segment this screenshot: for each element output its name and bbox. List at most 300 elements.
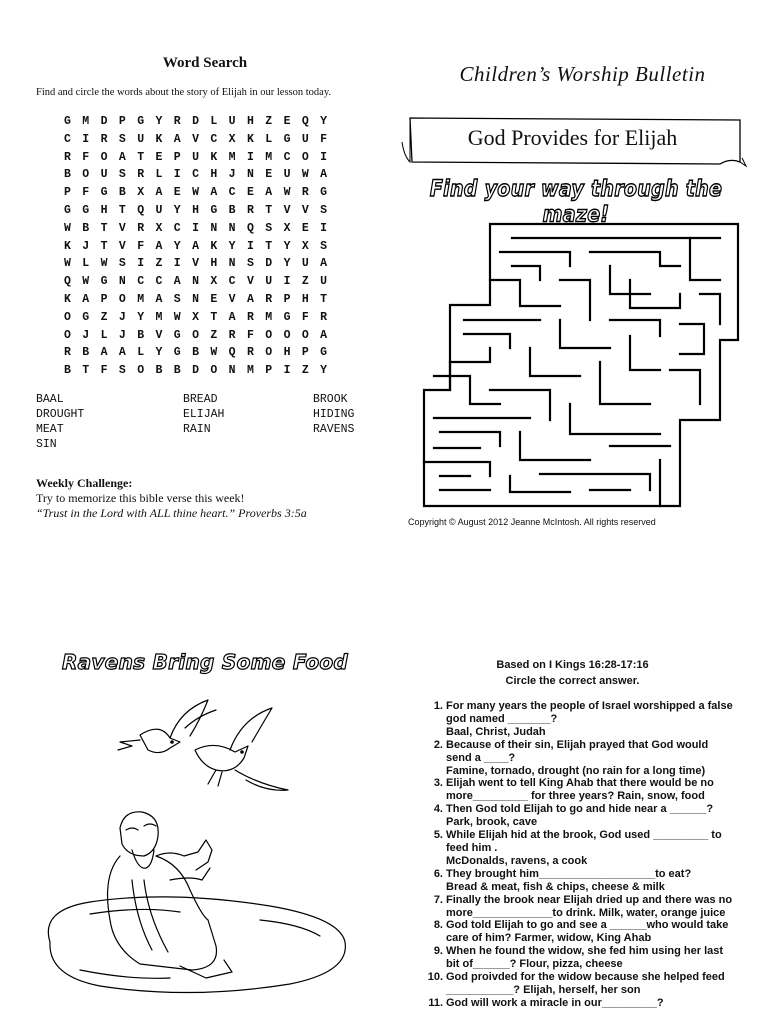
grid-letter: Y [228, 239, 236, 253]
grid-letter: E [283, 115, 291, 128]
grid-letter: G [64, 203, 71, 217]
grid-letter: G [210, 203, 218, 217]
grid-letter: Q [246, 221, 254, 235]
grid-letter: T [100, 239, 108, 253]
word-list-item: RAVENS [313, 423, 355, 436]
bulletin-title: Children’s Worship Bulletin [459, 62, 706, 86]
question-text [446, 945, 755, 971]
quiz-question [420, 739, 755, 778]
grid-letter: R [246, 310, 254, 324]
grid-letter: G [283, 310, 291, 324]
challenge-verse: “Trust in the Lord with ALL thine heart.” Proverbs 3:5a [36, 506, 307, 520]
grid-letter: V [192, 257, 199, 271]
grid-letter: F [82, 186, 90, 200]
word-list-item: MEAT [36, 423, 64, 436]
grid-letter: A [155, 186, 163, 200]
grid-letter: R [64, 150, 71, 164]
grid-letter: B [118, 186, 126, 200]
grid-letter: Q [137, 203, 145, 217]
grid-letter: V [301, 203, 309, 217]
copyright-notice: Copyright © August 2012 Jeanne McIntosh. All rights reserved [408, 517, 656, 527]
grid-letter: I [82, 132, 90, 146]
grid-letter: Y [283, 257, 291, 271]
grid-letter: N [246, 168, 254, 182]
grid-letter: H [246, 115, 254, 128]
grid-letter: P [64, 186, 71, 200]
grid-letter: A [192, 239, 199, 253]
grid-letter: R [320, 310, 328, 324]
grid-letter: R [100, 132, 108, 146]
grid-letter: O [210, 364, 218, 378]
maze-heading: Find your way through the maze! [429, 176, 723, 228]
quiz-instructions: Circle the correct answer. [505, 675, 640, 687]
grid-letter: V [192, 132, 199, 146]
question-number: 7. [433, 893, 443, 906]
grid-letter: O [192, 328, 199, 342]
grid-letter: J [118, 310, 126, 324]
grid-letter: A [210, 186, 218, 200]
quiz-question [420, 971, 755, 997]
grid-letter: A [155, 239, 163, 253]
grid-letter: V [118, 221, 126, 235]
grid-row [64, 362, 338, 380]
grid-letter: W [283, 186, 291, 200]
grid-letter: U [192, 150, 199, 164]
grid-letter: T [100, 221, 108, 235]
maze [420, 220, 742, 512]
grid-letter: W [82, 275, 90, 289]
grid-letter: I [246, 150, 254, 164]
grid-letter: X [283, 221, 291, 235]
quiz-question [420, 868, 755, 894]
grid-letter: W [192, 186, 199, 200]
grid-letter: V [118, 239, 126, 253]
quiz-question [420, 829, 755, 868]
grid-letter: N [228, 257, 236, 271]
grid-letter: M [265, 310, 273, 324]
grid-letter: D [192, 364, 199, 378]
grid-letter: K [64, 239, 71, 253]
grid-letter: L [210, 115, 218, 128]
question-number: 9. [433, 945, 443, 958]
grid-letter: E [301, 221, 309, 235]
grid-letter: N [192, 292, 199, 306]
grid-letter: E [155, 150, 163, 164]
grid-letter: D [192, 115, 199, 128]
grid-letter: G [100, 186, 108, 200]
grid-letter: O [265, 328, 273, 342]
grid-letter: T [320, 292, 328, 306]
grid-letter: O [137, 364, 145, 378]
grid-letter: U [301, 132, 309, 146]
grid-letter: W [64, 221, 71, 235]
grid-letter: A [155, 292, 163, 306]
grid-letter: F [246, 328, 254, 342]
quiz-question [420, 997, 755, 1010]
grid-letter: S [265, 221, 273, 235]
grid-letter: G [173, 328, 181, 342]
grid-letter: B [192, 346, 199, 360]
grid-letter: L [100, 328, 108, 342]
grid-letter: Z [210, 328, 218, 342]
word-search-grid [64, 113, 338, 380]
grid-letter: W [100, 257, 108, 271]
ravens-heading: Ravens Bring Some Food [61, 650, 349, 674]
grid-letter: C [64, 132, 71, 146]
weekly-challenge [36, 476, 307, 521]
grid-letter: E [173, 186, 181, 200]
grid-letter: R [137, 221, 145, 235]
banner-title: God Provides for Elijah [467, 125, 678, 150]
grid-row [64, 255, 338, 273]
word-list-item: BREAD [183, 393, 218, 406]
word-list-item: BAAL [36, 393, 64, 406]
grid-letter: P [265, 364, 273, 378]
grid-letter: I [320, 221, 328, 235]
grid-letter: C [283, 150, 291, 164]
grid-letter: E [246, 186, 254, 200]
grid-letter: O [301, 328, 309, 342]
grid-letter: I [192, 221, 199, 235]
grid-letter: G [100, 275, 108, 289]
question-line: god named _______? [446, 712, 558, 725]
grid-letter: F [301, 310, 309, 324]
grid-row [64, 166, 338, 184]
grid-letter: O [64, 310, 71, 324]
question-line: Bread & meat, fish & chips, cheese & milk [446, 880, 665, 893]
grid-letter: Z [155, 257, 163, 271]
grid-letter: R [64, 346, 71, 360]
question-line: God proivded for the widow because she helped feed [446, 971, 725, 984]
question-number: 2. [433, 738, 443, 751]
grid-letter: H [192, 203, 199, 217]
grid-letter: U [137, 132, 145, 146]
grid-letter: G [320, 346, 328, 360]
grid-letter: O [118, 292, 126, 306]
grid-letter: E [265, 168, 273, 182]
grid-letter: M [228, 150, 236, 164]
grid-letter: A [228, 310, 236, 324]
question-line: Because of their sin, Elijah prayed that God would [446, 738, 709, 751]
grid-letter: G [64, 115, 71, 128]
grid-letter: S [118, 168, 126, 182]
grid-letter: J [228, 168, 236, 182]
grid-letter: K [210, 239, 218, 253]
grid-letter: G [283, 132, 291, 146]
grid-row [64, 131, 338, 149]
grid-letter: Y [137, 310, 145, 324]
grid-letter: V [155, 328, 163, 342]
grid-letter: R [246, 346, 254, 360]
grid-letter: U [228, 115, 236, 128]
word-list [36, 392, 376, 452]
challenge-text: Try to memorize this bible verse this week! [36, 491, 245, 505]
grid-letter: Y [283, 239, 291, 253]
raven-left-icon [118, 700, 216, 753]
grid-letter: S [320, 239, 328, 253]
grid-letter: O [283, 328, 291, 342]
grid-letter: T [118, 203, 126, 217]
grid-letter: B [82, 346, 90, 360]
grid-letter: G [82, 203, 90, 217]
question-line: God will work a miracle in our_________? [446, 996, 664, 1009]
grid-letter: L [265, 132, 273, 146]
grid-letter: Z [301, 364, 309, 378]
grid-letter: F [320, 132, 328, 146]
grid-letter: J [118, 328, 126, 342]
grid-letter: K [246, 132, 254, 146]
question-line: They brought him___________________to eat? [446, 867, 692, 880]
grid-letter: Y [173, 239, 181, 253]
challenge-heading: Weekly Challenge: [36, 476, 133, 490]
grid-letter: T [82, 364, 90, 378]
grid-row [64, 149, 338, 167]
grid-letter: G [173, 346, 181, 360]
quiz-list [420, 700, 755, 1010]
grid-letter: D [265, 257, 273, 271]
question-text [446, 829, 755, 868]
grid-letter: Z [301, 275, 309, 289]
grid-letter: H [210, 168, 218, 182]
grid-letter: G [82, 310, 90, 324]
grid-letter: Y [173, 203, 181, 217]
question-line: Finally the brook near Elijah dried up and there was no [446, 893, 733, 906]
grid-letter: Q [64, 275, 71, 289]
question-text [446, 777, 755, 803]
grid-letter: O [64, 328, 71, 342]
question-number: 4. [433, 803, 443, 816]
grid-row [64, 238, 338, 256]
grid-letter: X [192, 310, 199, 324]
grid-row [64, 184, 338, 202]
question-line: McDonalds, ravens, a cook [446, 854, 588, 867]
grid-letter: I [320, 150, 328, 164]
grid-letter: W [64, 257, 71, 271]
grid-letter: M [137, 292, 145, 306]
question-number: 6. [433, 867, 443, 880]
grid-letter: P [173, 150, 181, 164]
grid-letter: N [228, 364, 236, 378]
grid-row [64, 220, 338, 238]
word-search-instructions: Find and circle the words about the story of Elijah in our lesson today. [36, 87, 332, 98]
word-list-item: HIDING [313, 408, 355, 421]
question-line: more_________ for three years? Rain, snow, food [446, 790, 705, 803]
question-number: 3. [433, 777, 443, 790]
question-line: Park, brook, cave [446, 816, 538, 829]
question-text [446, 700, 755, 739]
grid-letter: B [155, 364, 163, 378]
quiz-question [420, 945, 755, 971]
grid-letter: I [173, 168, 181, 182]
grid-letter: W [210, 346, 218, 360]
grid-letter: C [155, 275, 163, 289]
grid-letter: M [246, 364, 254, 378]
grid-letter: R [228, 328, 236, 342]
grid-letter: G [320, 186, 328, 200]
grid-letter: K [64, 292, 71, 306]
grid-letter: A [320, 168, 328, 182]
grid-letter: I [283, 275, 291, 289]
grid-letter: U [320, 275, 328, 289]
grid-letter: H [210, 257, 218, 271]
grid-letter: M [265, 150, 273, 164]
grid-row [64, 344, 338, 362]
grid-letter: S [118, 364, 126, 378]
question-line: When he found the widow, she fed him using her last [446, 945, 724, 958]
grid-letter: R [265, 292, 273, 306]
grid-letter: J [82, 328, 90, 342]
question-text [446, 971, 755, 997]
grid-letter: X [155, 221, 163, 235]
grid-letter: A [100, 346, 108, 360]
question-text [446, 894, 755, 920]
grid-letter: G [137, 115, 145, 128]
grid-letter: U [265, 275, 273, 289]
grid-letter: F [100, 364, 108, 378]
elijah-ravens-illustration [20, 680, 380, 1015]
grid-letter: Y [320, 364, 328, 378]
grid-letter: A [320, 328, 328, 342]
question-text [446, 919, 755, 945]
grid-letter: A [246, 292, 254, 306]
grid-row [64, 327, 338, 345]
grid-letter: T [265, 203, 273, 217]
question-line: bit of______? Flour, pizza, cheese [446, 958, 623, 971]
grid-letter: S [118, 257, 126, 271]
grid-letter: N [228, 221, 236, 235]
question-number: 11. [428, 996, 443, 1009]
grid-letter: E [210, 292, 218, 306]
grid-letter: V [228, 292, 236, 306]
question-number: 1. [433, 700, 443, 712]
grid-letter: X [137, 186, 145, 200]
grid-row [64, 273, 338, 291]
grid-letter: N [210, 221, 218, 235]
grid-letter: R [301, 186, 309, 200]
grid-letter: V [246, 275, 254, 289]
grid-letter: O [100, 150, 108, 164]
grid-letter: H [283, 346, 291, 360]
question-line: While Elijah hid at the brook, God used _________ to [446, 829, 722, 842]
grid-row [64, 113, 338, 131]
grid-letter: O [265, 346, 273, 360]
grid-letter: B [64, 168, 71, 182]
grid-letter: W [173, 310, 181, 324]
grid-letter: L [82, 257, 90, 271]
grid-row [64, 202, 338, 220]
grid-row [64, 291, 338, 309]
grid-letter: C [173, 221, 181, 235]
grid-letter: Z [265, 115, 273, 128]
grid-letter: C [228, 186, 236, 200]
grid-letter: X [301, 239, 309, 253]
grid-letter: M [82, 115, 90, 128]
elijah-figure-icon [108, 812, 232, 978]
grid-letter: Q [301, 115, 309, 128]
grid-letter: L [137, 346, 145, 360]
question-text [446, 803, 755, 829]
grid-letter: B [82, 221, 90, 235]
grid-letter: C [210, 132, 218, 146]
question-text [446, 868, 755, 894]
grid-letter: C [228, 275, 236, 289]
grid-letter: O [82, 168, 90, 182]
question-text [446, 997, 755, 1010]
quiz-question [420, 894, 755, 920]
grid-letter: U [301, 257, 309, 271]
quiz-question [420, 700, 755, 739]
question-line: Then God told Elijah to go and hide near a ______? [446, 803, 714, 816]
grid-letter: I [173, 257, 181, 271]
grid-letter: A [173, 275, 181, 289]
word-list-item: SIN [36, 438, 57, 451]
grid-letter: C [137, 275, 145, 289]
grid-letter: U [100, 168, 108, 182]
question-text [446, 739, 755, 778]
grid-letter: A [118, 346, 126, 360]
grid-letter: Y [155, 115, 163, 128]
grid-letter: I [246, 239, 254, 253]
grid-letter: A [320, 257, 328, 271]
grid-letter: I [137, 257, 145, 271]
question-line: feed him . [446, 841, 498, 854]
grid-row [64, 309, 338, 327]
question-line: For many years the people of Israel worshipped a false [446, 700, 733, 712]
grid-letter: K [155, 132, 163, 146]
question-line: send a ____? [446, 751, 516, 764]
grid-letter: A [173, 132, 181, 146]
grid-letter: S [320, 203, 328, 217]
grid-letter: R [246, 203, 254, 217]
word-list-item: RAIN [183, 423, 211, 436]
word-list-item: DROUGHT [36, 408, 85, 421]
word-search-title: Word Search [162, 55, 248, 71]
question-line: more_____________to drink. Milk, water, orange juice [446, 906, 726, 919]
raven-right-icon [195, 708, 288, 790]
grid-letter: K [210, 150, 218, 164]
grid-letter: U [283, 168, 291, 182]
grid-letter: L [155, 168, 163, 182]
question-number: 10. [427, 971, 443, 984]
grid-letter: I [283, 364, 291, 378]
grid-letter: W [301, 168, 309, 182]
word-list-item: BROOK [313, 393, 348, 406]
grid-letter: M [155, 310, 163, 324]
grid-letter: P [100, 292, 108, 306]
grid-letter: S [118, 132, 126, 146]
question-number: 8. [433, 919, 443, 932]
quiz-question [420, 777, 755, 803]
grid-letter: V [283, 203, 291, 217]
grid-letter: B [173, 364, 181, 378]
word-list-item: ELIJAH [183, 408, 225, 421]
grid-letter: S [173, 292, 181, 306]
question-line: God told Elijah to go and see a ______who would take [446, 919, 729, 932]
grid-letter: O [301, 150, 309, 164]
grid-letter: P [283, 292, 291, 306]
grid-letter: R [173, 115, 181, 128]
grid-letter: F [82, 150, 90, 164]
grid-letter: B [228, 203, 236, 217]
quiz-reference: Based on I Kings 16:28-17:16 [496, 659, 649, 671]
grid-letter: X [228, 132, 236, 146]
grid-letter: Y [155, 346, 163, 360]
grid-letter: B [137, 328, 145, 342]
grid-letter: A [265, 186, 273, 200]
grid-letter: N [192, 275, 199, 289]
question-line: Baal, Christ, Judah [446, 725, 546, 738]
grid-letter: P [118, 115, 126, 128]
